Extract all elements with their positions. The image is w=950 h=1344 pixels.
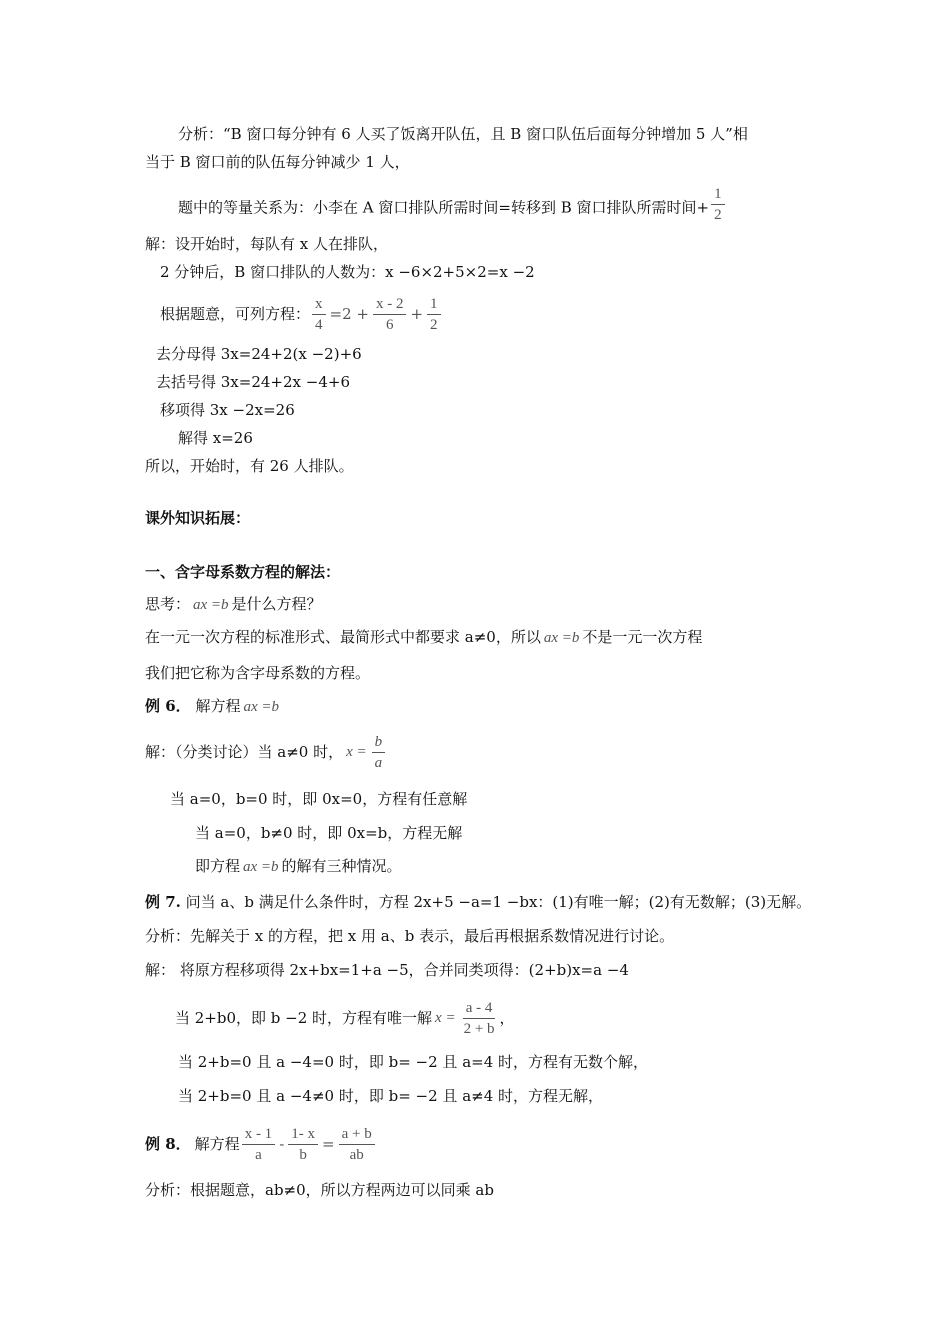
solution-step-4: 移项得 3x −2x=26 [160, 401, 295, 419]
extension-heading: 课外知识拓展： [145, 509, 251, 527]
analysis-line-1: 分析：“B 窗口每分钟有 6 人买了饭离开队伍，且 B 窗口队伍后面每分钟增加 5 人”相 [178, 125, 748, 143]
fraction-x-minus-2-over-6: $\frac{x - 2}{6}$ [373, 296, 407, 333]
section-heading: 一、含字母系数方程的解法： [145, 563, 341, 581]
solution-conclusion: 所以，开始时，有 26 人排队。 [145, 457, 354, 475]
fraction-1-minus-x-over-b: $\frac{1- x}{b}$ [288, 1126, 318, 1163]
example-6-case-2: 当 a=0，b=0 时，即 0x=0，方程有任意解 [170, 790, 468, 808]
standard-form-line: 在一元一次方程的标准形式、最简形式中都要求 a≠0，所以 ax =b 不是一元一次方程 [145, 628, 703, 646]
fraction-a-minus-4-over-2-plus-b: $\frac{a - 4}{2 + b}$ [463, 999, 495, 1037]
equation-label: 根据题意，可列方程： [160, 305, 311, 323]
solution-step-5: 解得 x=26 [178, 429, 253, 447]
example-6-case-3: 当 a=0，b≠0 时，即 0x=b，方程无解 [195, 824, 463, 842]
example-8-line: 例 8． 解方程 $\frac{x - 1}{a}$ - $\frac{1- x}{b}$ = $\frac{a + b}{ab}$ [145, 1120, 377, 1168]
example-6-solution: 解：（分类讨论）当 a≠0 时， x = $\frac{b}{a}$ [145, 730, 387, 774]
call-line: 我们把它称为含字母系数的方程。 [145, 664, 371, 682]
equation-line: 根据题意，可列方程： $\frac{x}{4}$ =2 + $\frac{x - 2}{6}$ + $\frac{1}{2}$ [160, 292, 443, 336]
fraction-x-minus-1-over-a: $\frac{x - 1}{a}$ [242, 1126, 276, 1163]
example-7-case-3: 当 2+b=0 且 a −4≠0 时，即 b= −2 且 a≠4 时，方程无解， [178, 1087, 604, 1105]
think-line: 思考： ax =b 是什么方程？ [145, 595, 322, 613]
example-7-case-1: 当 2+b0，即 b −2 时，方程有唯一解 x = $\frac{a - 4}{2 + b}$ ， [175, 999, 515, 1037]
example-7-solution: 解： 将原方程移项得 2x+bx=1+a −5，合并同类项得：(2+b)x=a −4 [145, 961, 629, 979]
example-6-summary: 即方程 ax =b 的解有三种情况。 [195, 857, 402, 875]
example-6-line: 例 6． 解方程 ax =b [145, 697, 279, 715]
solution-step-3: 去括号得 3x=24+2x −4+6 [156, 373, 350, 391]
solution-step-1: 2 分钟后，B 窗口排队的人数为：x −6×2+5×2=x −2 [160, 263, 535, 281]
example-7-analysis: 分析：先解关于 x 的方程，把 x 用 a、b 表示，最后再根据系数情况进行讨论。 [145, 927, 675, 945]
example-7-case-2: 当 2+b=0 且 a −4=0 时，即 b= −2 且 a=4 时，方程有无数个解， [178, 1053, 649, 1071]
fraction-half-2: $\frac{1}{2}$ [427, 296, 441, 333]
analysis-line-2: 当于 B 窗口前的队伍每分钟减少 1 人， [145, 153, 410, 171]
fraction-a-plus-b-over-ab: $\frac{a + b}{ab}$ [339, 1126, 375, 1163]
example-8-analysis: 分析：根据题意，ab≠0，所以方程两边可以同乘 ab [145, 1181, 494, 1199]
solution-step-2: 去分母得 3x=24+2(x −2)+6 [156, 345, 362, 363]
solution-intro: 解：设开始时，每队有 x 人在排队， [145, 235, 388, 253]
fraction-b-over-a: $\frac{b}{a}$ [372, 734, 386, 771]
fraction-x-over-4: $\frac{x}{4}$ [312, 296, 326, 333]
equivalence-text: 题中的等量关系为：小李在 A 窗口排队所需时间=转移到 B 窗口排队所需时间+ [178, 198, 710, 217]
analysis-line-3 [178, 186, 727, 227]
example-7-line: 例 7. 问当 a、b 满足什么条件时，方程 2x+5 −a=1 −bx：(1)有唯一解；(2)有无数解；(3)无解。 [145, 893, 812, 911]
fraction-half: $\frac{1}{2}$ [711, 186, 725, 223]
